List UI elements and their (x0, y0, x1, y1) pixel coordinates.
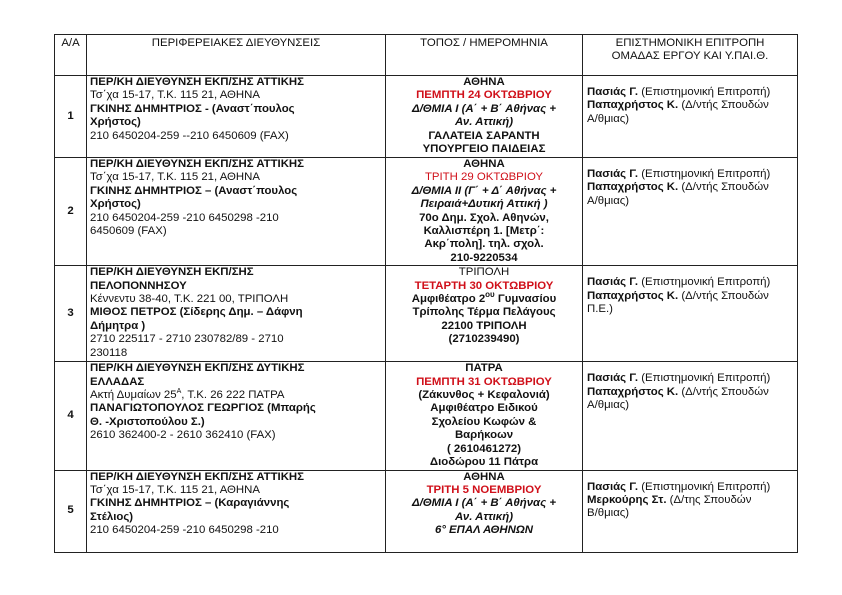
venue-cont: Σχολείου Κωφών & (431, 415, 537, 428)
committee-cell (583, 266, 798, 362)
committee-role-2-cont: Β/θμιας) (587, 507, 630, 520)
directorate-title: ΠΕΡ/ΚΗ ΔΙΕΥΘΥΝΣΗ ΕΚΠ/ΣΗΣ (90, 266, 254, 279)
header-place-date: ΤΟΠΟΣ / ΗΜΕΡΟΜΗΝΙΑ (386, 35, 583, 76)
event-date: ΤΕΤΑΡΤΗ 30 ΟΚΤΩΒΡΙΟΥ (414, 279, 554, 292)
header-committee-line1: ΕΠΙΣΤΗΜΟΝΙΚΗ ΕΠΙΤΡΟΠΗ (615, 37, 765, 49)
header-row (55, 35, 798, 76)
directorate-cell (87, 76, 386, 158)
schedule-table (54, 34, 798, 553)
address-superscript: Α (176, 388, 182, 396)
city: ΠΑΤΡΑ (465, 362, 503, 375)
committee-member-2: Μερκούρης Στ. (587, 493, 667, 506)
venue-cont-2: Ακρ΄πολη]. τηλ. σχολ. (424, 238, 544, 251)
city: ΑΘΗΝΑ (463, 158, 505, 170)
city: ΑΘΗΝΑ (463, 76, 505, 88)
place-date-cell (386, 266, 583, 362)
venue-cont: ΥΠΟΥΡΓΕΙΟ ΠΑΙΔΕΙΑΣ (422, 143, 546, 156)
committee-role-2: (Δ/ντής Σπουδών (681, 99, 769, 112)
directorate-cell (87, 158, 386, 266)
committee-role-2-cont: Α/θμιας) (587, 194, 630, 207)
director-name: ΠΑΝΑΓΙΩΤΟΠΟΥΛΟΣ ΓΕΩΡΓΙΟΣ (Μπαρής (90, 402, 316, 415)
directorate-address: Τσ΄χα 15-17, Τ.Κ. 115 21, ΑΘΗΝΑ (90, 483, 260, 496)
committee-role-2: (Δ/ντής Σπουδών (681, 181, 769, 194)
event-date: ΠΕΜΠΤΗ 24 ΟΚΤΩΒΡΙΟΥ (416, 89, 552, 102)
venue (389, 290, 579, 306)
committee-member-1: Πασιάς Γ. (587, 276, 639, 289)
address-text: Ακτή Δυμαίων 25 (90, 389, 177, 402)
place-date-cell (386, 362, 583, 470)
committee-role-1: (Επιστημονική Επιτροπή) (641, 276, 771, 289)
committee-role-1: (Επιστημονική Επιτροπή) (641, 168, 771, 180)
director-name-cont: Χρήστος) (90, 198, 141, 211)
director-name-cont: Στέλιος) (90, 510, 134, 523)
row-number: 5 (55, 470, 87, 552)
committee-member-2: Παπαχρήστος Κ. (587, 99, 679, 112)
committee-member-2: Παπαχρήστος Κ. (587, 385, 679, 398)
directorate-title: ΠΕΡ/ΚΗ ΔΙΕΥΘΥΝΣΗ ΕΚΠ/ΣΗΣ ΑΤΤΙΚΗΣ (90, 470, 304, 483)
table-row (55, 362, 798, 470)
place-date-cell (386, 470, 583, 552)
director-name-cont: Θ. -Χριστοπούλου Σ.) (90, 415, 205, 428)
directorate-title: ΠΕΡ/ΚΗ ΔΙΕΥΘΥΝΣΗ ΕΚΠ/ΣΗΣ ΑΤΤΙΚΗΣ (90, 158, 304, 170)
directorate-phone: 210 6450204-259 --210 6450609 (FAX) (90, 129, 289, 142)
directorate-cell (87, 266, 386, 362)
venue: ΓΑΛΑΤΕΙΑ ΣΑΡΑΝΤΗ (428, 129, 540, 142)
city: ΤΡΙΠΟΛΗ (458, 266, 510, 279)
directorate-address: Τσ΄χα 15-17, Τ.Κ. 115 21, ΑΘΗΝΑ (90, 171, 260, 184)
committee-role-2: (Δ/ντής Σπουδών (681, 289, 769, 302)
committee-member-2: Παπαχρήστος Κ. (587, 181, 679, 194)
header-directorates: ΠΕΡΙΦΕΡΕΙΑΚΕΣ ΔΙΕΥΘΥΝΣΕΙΣ (87, 35, 386, 76)
directorate-phone-cont: 230118 (90, 346, 128, 359)
directorate-title-cont: ΠΕΛΟΠΟΝΝΗΣΟΥ (90, 279, 187, 292)
venue-phone: (2710239490) (448, 333, 520, 346)
audience-cont: Αν. Αττική) (454, 116, 514, 129)
city: ΑΘΗΝΑ (463, 470, 505, 483)
committee-role-2: (Δ/ντής Σπουδών (681, 385, 769, 398)
row-number: 4 (55, 362, 87, 470)
director-name-cont: Δήμητρα ) (90, 319, 146, 332)
committee-role-2-cont: Π.Ε.) (587, 303, 613, 316)
venue-cont-2: Βαρήκοων (454, 429, 514, 442)
venue-text: Αμφιθέατρο 2 (411, 293, 486, 306)
venue: 6° ΕΠΑΛ ΑΘΗΝΩΝ (435, 524, 533, 537)
table-row (55, 470, 798, 552)
committee-role-1: (Επιστημονική Επιτροπή) (641, 480, 771, 493)
committee-role-1: (Επιστημονική Επιτροπή) (641, 372, 771, 385)
directorate-title-cont: ΕΛΛΑΔΑΣ (90, 375, 145, 388)
committee-role-2-cont: Α/θμιας) (587, 112, 630, 125)
directorate-title: ΠΕΡ/ΚΗ ΔΙΕΥΘΥΝΣΗ ΕΚΠ/ΣΗΣ ΔΥΤΙΚΗΣ (90, 362, 305, 375)
directorate-phone: 2610 362400-2 - 2610 362410 (FAX) (90, 429, 276, 442)
address-text-2: , Τ.Κ. 26 222 ΠΑΤΡΑ (181, 389, 285, 402)
director-name-cont: Χρήστος) (90, 116, 141, 129)
directorate-address: Κέννεντυ 38-40, Τ.Κ. 221 00, ΤΡΙΠΟΛΗ (90, 293, 289, 306)
place-date-cell (386, 158, 583, 266)
audience-cont: Αν. Αττική) (454, 510, 514, 523)
row-number: 1 (55, 76, 87, 158)
row-number: 3 (55, 266, 87, 362)
committee-member-2: Παπαχρήστος Κ. (587, 289, 679, 302)
event-date: ΤΡΙΤΗ 29 ΟΚΤΩΒΡΙΟΥ (424, 171, 544, 184)
venue-cont: Τρίπολης Τέρμα Πελάγους (412, 306, 556, 319)
audience-cont: Πειραιά+Δυτική Αττική ) (420, 198, 548, 211)
table-row (55, 158, 798, 266)
header-committee (583, 35, 798, 76)
director-name: ΓΚΙΝΗΣ ΔΗΜΗΤΡΙΟΣ – (Αναστ΄πουλος (90, 184, 298, 197)
place-date-cell (386, 76, 583, 158)
table-row (55, 266, 798, 362)
table-row (55, 76, 798, 158)
committee-cell (583, 76, 798, 158)
directorate-address: Τσ΄χα 15-17, Τ.Κ. 115 21, ΑΘΗΝΑ (90, 89, 260, 102)
directorate-title: ΠΕΡ/ΚΗ ΔΙΕΥΘΥΝΣΗ ΕΚΠ/ΣΗΣ ΑΤΤΙΚΗΣ (90, 76, 304, 88)
directorate-phone: 210 6450204-259 -210 6450298 -210 (90, 524, 279, 537)
directorate-cell (87, 362, 386, 470)
directorate-phone: 2710 225117 - 2710 230782/89 - 2710 (90, 333, 284, 346)
venue-address: Διοδώρου 11 Πάτρα (429, 456, 539, 469)
committee-cell (583, 470, 798, 552)
committee-role-1: (Επιστημονική Επιτροπή) (641, 86, 771, 98)
venue-cont: Καλλισπέρη 1. [Μετρ΄: (423, 225, 545, 238)
directorate-address (90, 389, 382, 402)
committee-member-1: Πασιάς Γ. (587, 86, 639, 98)
director-name: ΓΚΙΝΗΣ ΔΗΜΗΤΡΙΟΣ - (Αναστ΄πουλος (90, 102, 295, 115)
venue: Αμφιθέατρο Ειδικού (430, 402, 538, 415)
director-name: ΓΚΙΝΗΣ ΔΗΜΗΤΡΙΟΣ – (Καραγιάννης (90, 497, 290, 510)
directorate-phone-cont: 6450609 (FAX) (90, 225, 167, 238)
audience: Δ/ΘΜΙΑ Ι (Α΄ + Β΄ Αθήνας + (412, 497, 556, 510)
venue-text-2: Γυμνασίου (494, 293, 557, 306)
committee-cell (583, 158, 798, 266)
audience: Δ/ΘΜΙΑ Ι (Α΄ + Β΄ Αθήνας + (412, 102, 556, 115)
committee-role-2-cont: Α/θμιας) (587, 399, 630, 412)
venue: 70ο Δημ. Σχολ. Αθηνών, (419, 211, 549, 224)
event-date: ΤΡΙΤΗ 5 ΝΟΕΜΒΡΙΟΥ (426, 483, 542, 496)
committee-member-1: Πασιάς Γ. (587, 372, 639, 385)
directorate-phone: 210 6450204-259 -210 6450298 -210 (90, 211, 279, 224)
header-committee-line2: ΟΜΑΔΑΣ ΕΡΓΟΥ ΚΑΙ Υ.ΠΑΙ.Θ. (611, 50, 769, 63)
committee-member-1: Πασιάς Γ. (587, 168, 639, 180)
director-name: ΜΙΘΟΣ ΠΕΤΡΟΣ (Σίδερης Δημ. – Δάφνη (90, 306, 303, 319)
directorate-cell (87, 470, 386, 552)
audience: Δ/ΘΜΙΑ ΙΙ (Γ΄ + Δ΄ Αθήνας + (411, 184, 557, 197)
committee-cell (583, 362, 798, 470)
header-aa: Α/Α (55, 35, 87, 76)
committee-member-1: Πασιάς Γ. (587, 480, 639, 493)
row-number: 2 (55, 158, 87, 266)
event-date: ΠΕΜΠΤΗ 31 ΟΚΤΩΒΡΙΟΥ (416, 375, 552, 388)
audience: (Ζάκυνθος + Κεφαλονιά) (418, 389, 550, 402)
committee-role-2: (Δ/της Σπουδών (669, 493, 752, 506)
venue-superscript: ου (485, 290, 495, 300)
venue-postcode: 22100 ΤΡΙΠΟΛΗ (441, 319, 527, 332)
venue-phone: 210-9220534 (450, 251, 518, 264)
venue-phone: ( 2610461272) (446, 442, 522, 455)
